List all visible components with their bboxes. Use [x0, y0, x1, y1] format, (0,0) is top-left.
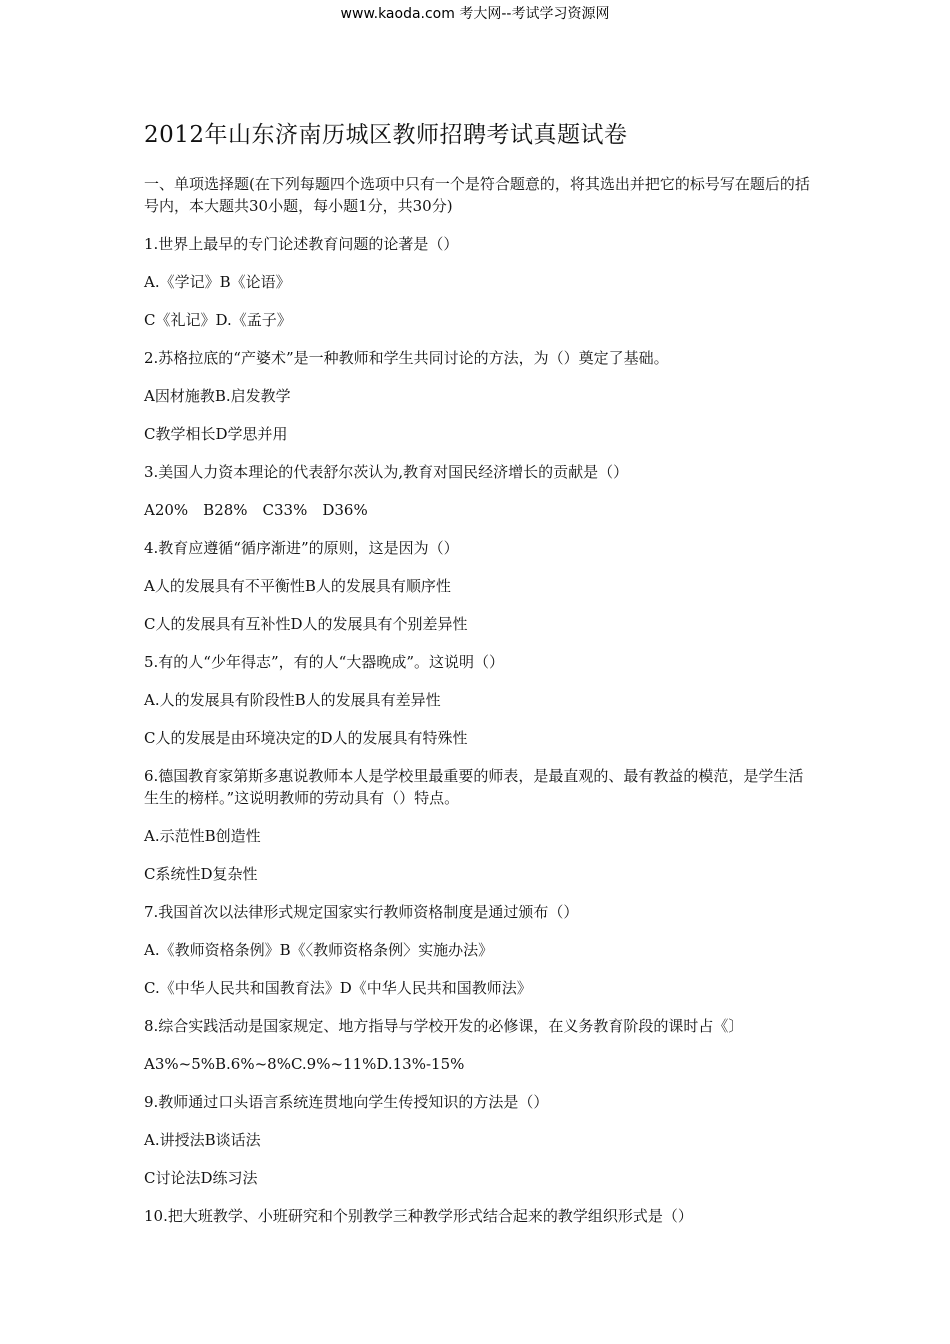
- question-1-options-cd: C《礼记》D.《孟子》: [144, 311, 292, 329]
- question-6: 6.德国教育家第斯多惠说教师本人是学校里最重要的师表，是最直观的、最有教益的模范，是学生活生生的榜样。”这说明教师的劳动具有（）特点。: [144, 767, 804, 807]
- question-7: 7.我国首次以法律形式规定国家实行教师资格制度是通过颁布（）: [144, 903, 579, 921]
- site-header: www.kaoda.com 考大网--考试学习资源网: [340, 6, 610, 22]
- page-title: 2012年山东济南历城区教师招聘考试真题试卷: [144, 122, 628, 148]
- question-9: 9.教师通过口头语言系统连贯地向学生传授知识的方法是（）: [144, 1093, 549, 1111]
- question-4-options-ab: A人的发展具有不平衡性B人的发展具有顺序性: [144, 577, 451, 595]
- question-6-options-cd: C系统性D复杂性: [144, 865, 258, 883]
- question-5-options-cd: C人的发展是由环境决定的D人的发展具有特殊性: [144, 729, 468, 747]
- question-5-options-ab: A.人的发展具有阶段性B人的发展具有差异性: [144, 691, 441, 709]
- question-2: 2.苏格拉底的“产婆术”是一种教师和学生共同讨论的方法，为（）奠定了基础。: [144, 349, 669, 367]
- question-2-options-cd: C教学相长D学思并用: [144, 425, 288, 443]
- question-9-options-ab: A.讲授法B谈话法: [144, 1131, 261, 1149]
- question-6-options-ab: A.示范性B创造性: [144, 827, 261, 845]
- question-7-options-ab: A.《教师资格条例》B《〈教师资格条例〉实施办法》: [144, 941, 494, 959]
- question-8: 8.综合实践活动是国家规定、地方指导与学校开发的必修课，在义务教育阶段的课时占《〕: [144, 1017, 744, 1035]
- question-5: 5.有的人“少年得志”，有的人“大器晚成”。这说明（）: [144, 653, 504, 671]
- question-4-options-cd: C人的发展具有互补性D人的发展具有个别差异性: [144, 615, 468, 633]
- question-10: 10.把大班教学、小班研究和个别教学三种教学形式结合起来的教学组织形式是（）: [144, 1207, 693, 1225]
- question-7-options-cd: C.《中华人民共和国教育法》D《中华人民共和国教师法》: [144, 979, 532, 997]
- section-heading: 一、单项选择题(在下列每题四个选项中只有一个是符合题意的，将其选出并把它的标号写在题后的括号内，本大题共30小题，每小题1分，共30分): [144, 175, 810, 215]
- question-9-options-cd: C讨论法D练习法: [144, 1169, 258, 1187]
- question-3-options: A20% B28% C33% D36%: [144, 501, 368, 519]
- question-3: 3.美国人力资本理论的代表舒尔茨认为,教育对国民经济增长的贡献是（）: [144, 463, 629, 481]
- exam-content: [144, 173, 812, 1243]
- question-1-options-ab: A.《学记》B《论语》: [144, 273, 291, 291]
- question-4: 4.教育应遵循“循序渐进”的原则，这是因为（）: [144, 539, 459, 557]
- question-2-options-ab: A因材施教B.启发教学: [144, 387, 291, 405]
- question-8-options: A3%~5%B.6%~8%C.9%~11%D.13%-15%: [144, 1055, 465, 1073]
- question-1: 1.世界上最早的专门论述教育问题的论著是（）: [144, 235, 459, 253]
